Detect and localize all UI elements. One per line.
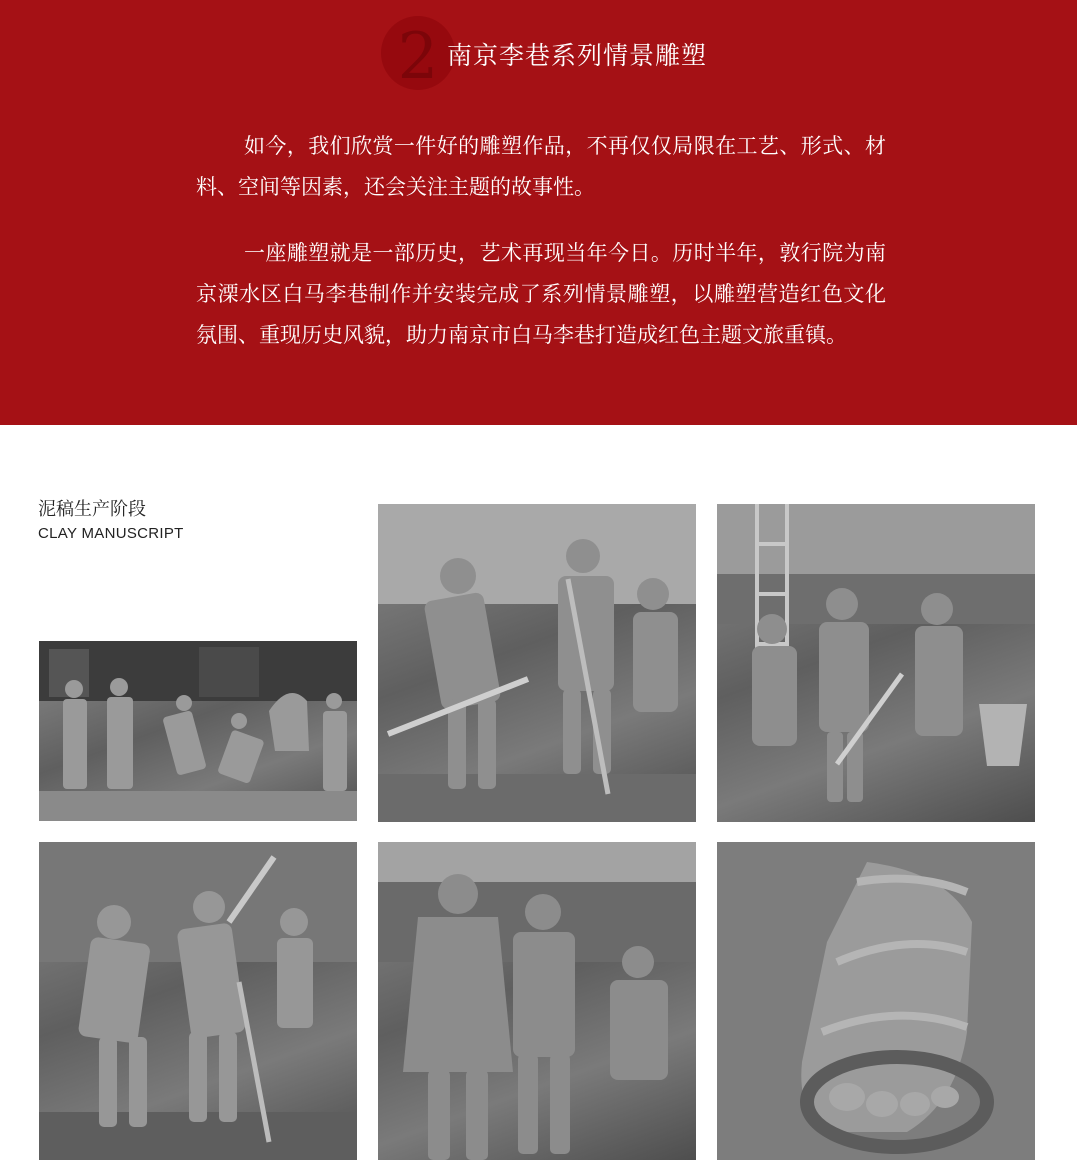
section-title: 南京李巷系列情景雕塑 — [447, 41, 708, 70]
clay-figures-with-tools-photo — [378, 504, 696, 822]
intro-paragraph-2: 一座雕塑就是一部历史，艺术再现当年今日。历时半年，敦行院为南京溧水区白马李巷制作并安装完成了系列情景雕塑，以雕塑营造红色文化氛围、重现历史风貌，助力南京市白马李巷打造成红色主题文旅重镇。 — [196, 241, 886, 347]
clay-sculpture-group-workshop-photo — [39, 641, 357, 821]
clay-foot-sandal-closeup-photo — [717, 842, 1035, 1160]
stage-label-en: CLAY MANUSCRIPT — [38, 525, 184, 542]
stage-label-cn: 泥稿生产阶段 — [38, 499, 146, 520]
header-banner — [0, 0, 1077, 425]
intro-paragraph-1: 如今，我们欣赏一件好的雕塑作品，不再仅仅局限在工艺、形式、材料、空间等因素，还会关注主题的故事性。 — [196, 134, 886, 199]
section-number: 2 — [397, 20, 439, 94]
clay-figures-ladder-basket-photo — [717, 504, 1035, 822]
clay-soldiers-standing-photo — [378, 842, 696, 1160]
clay-figures-reaching-photo — [39, 842, 357, 1160]
section-number-badge — [381, 16, 455, 94]
